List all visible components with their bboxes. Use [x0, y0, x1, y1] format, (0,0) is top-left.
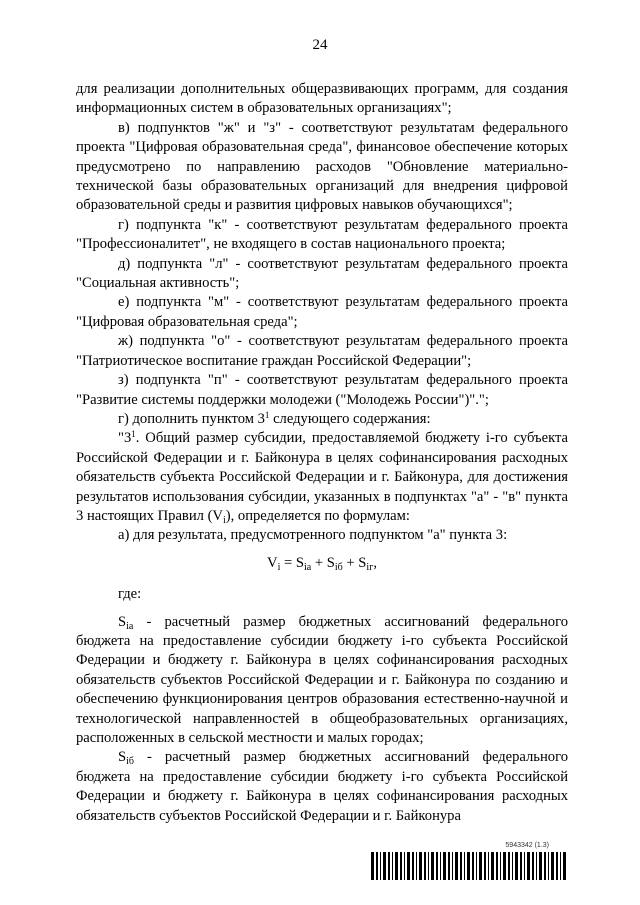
formula-eq: = S — [280, 554, 305, 571]
paragraph-9 — [76, 429, 568, 526]
paragraph-3: г) подпункта "к" - соответствуют результатам федерального проекта "Профессионалитет", не входящего в состав национального проекта; — [76, 216, 568, 253]
page-number: 24 — [312, 37, 328, 53]
formula-v-sub: i — [277, 561, 281, 573]
paragraph-5: е) подпункта "м" - соответствуют результатам федерального проекта "Цифровая образовательная среда"; — [76, 294, 568, 330]
paragraph-7: з) подпункта "п" - соответствуют результатам федерального проекта "Развитие системы поддержки молодежи ("Молодежь России")"."; — [76, 372, 568, 408]
paragraph-9-text-b: . Общий размер субсидии, предоставляемой бюджету i-го субъекта Российской Федерации и г. Байконура в целях софинансирования расходных обязательств субъекта Российской Федерации и г. Байконура, для достижения результатов использования субсидии, указанных в подпунктах "а" - "в" пункта 3 настоящих Правил (V — [76, 430, 568, 524]
formula — [76, 554, 568, 573]
paragraph-11-text: - расчетный размер бюджетных ассигнований федерального бюджета на предоставление субсидии бюджету i-го субъекта Российской Федерации и бюджету г. Байконура в целях софинансирования расходных обязательств субъектов Российской Федерации и г. Байконура по созданию и обеспечению функционирования центров образования естественно-научной и технологической направленностей в общеобразовательных организациях, расположенных в сельской местности и малых городах; — [76, 613, 568, 746]
where-label: где: — [118, 586, 142, 603]
paragraph-1: для реализации дополнительных общеразвивающих программ, для создания информационных систем в образовательных организациях"; — [76, 81, 568, 117]
paragraph-4: д) подпункта "л" - соответствуют результатам федерального проекта "Социальная активность"; — [76, 255, 568, 292]
paragraph-11 — [76, 613, 568, 749]
formula-plus2: + S — [342, 554, 367, 571]
formula-tail: , — [373, 554, 377, 571]
paragraph-10: а) для результата, предусмотренного подпунктом "а" пункта 3: — [118, 527, 508, 544]
paragraph-2: в) подпунктов "ж" и "з" - соответствуют результатам федерального проекта "Цифровая образовательная среда", финансовое обеспечение которых предусмотрено по направлению расходов "Обновление материально-технической базы образовательных организаций для внедрения цифровой образовательной среды и развития цифровых навыков обучающихся"; — [76, 119, 568, 214]
paragraph-9-superscript: 1 — [131, 429, 136, 440]
paragraph-12-text: - расчетный размер бюджетных ассигнований федерального бюджета на предоставление субсидии бюджету i-го субъекта Российской Федерации и бюджету г. Байконура в целях софинансирования расходных обязательств субъектов Российской Федерации и г. Байконура — [76, 749, 568, 824]
paragraph-8-text-a: г) дополнить пунктом 3 — [118, 410, 265, 427]
paragraph-11-subscript: iа — [126, 620, 134, 632]
formula-term2-sub: iб — [334, 561, 343, 573]
paragraph-9-subscript: i — [222, 514, 226, 526]
paragraph-6: ж) подпункта "о" - соответствуют результатам федерального проекта "Патриотическое воспитание граждан Российской Федерации"; — [76, 333, 568, 369]
barcode — [371, 842, 567, 882]
paragraph-9-text-c: ), определяется по формулам: — [225, 507, 410, 524]
paragraph-8-text-b: следующего содержания: — [269, 410, 431, 427]
paragraph-12-symbol: S — [118, 749, 127, 766]
paragraph-8-superscript: 1 — [264, 409, 270, 420]
formula-term3-sub: iг — [366, 561, 374, 573]
formula-term1-sub: iа — [304, 561, 312, 573]
formula-plus1: + S — [311, 554, 335, 571]
paragraph-9-text-a: "3 — [118, 430, 132, 447]
barcode-text: 5943342 (1.3) — [505, 842, 549, 849]
paragraph-11-symbol: S — [118, 613, 127, 630]
paragraph-12 — [76, 748, 568, 826]
formula-v: V — [267, 554, 278, 571]
paragraph-12-subscript: iб — [126, 756, 134, 768]
barcode-image — [371, 852, 567, 880]
paragraph-8 — [76, 410, 568, 429]
document-body — [76, 80, 568, 826]
